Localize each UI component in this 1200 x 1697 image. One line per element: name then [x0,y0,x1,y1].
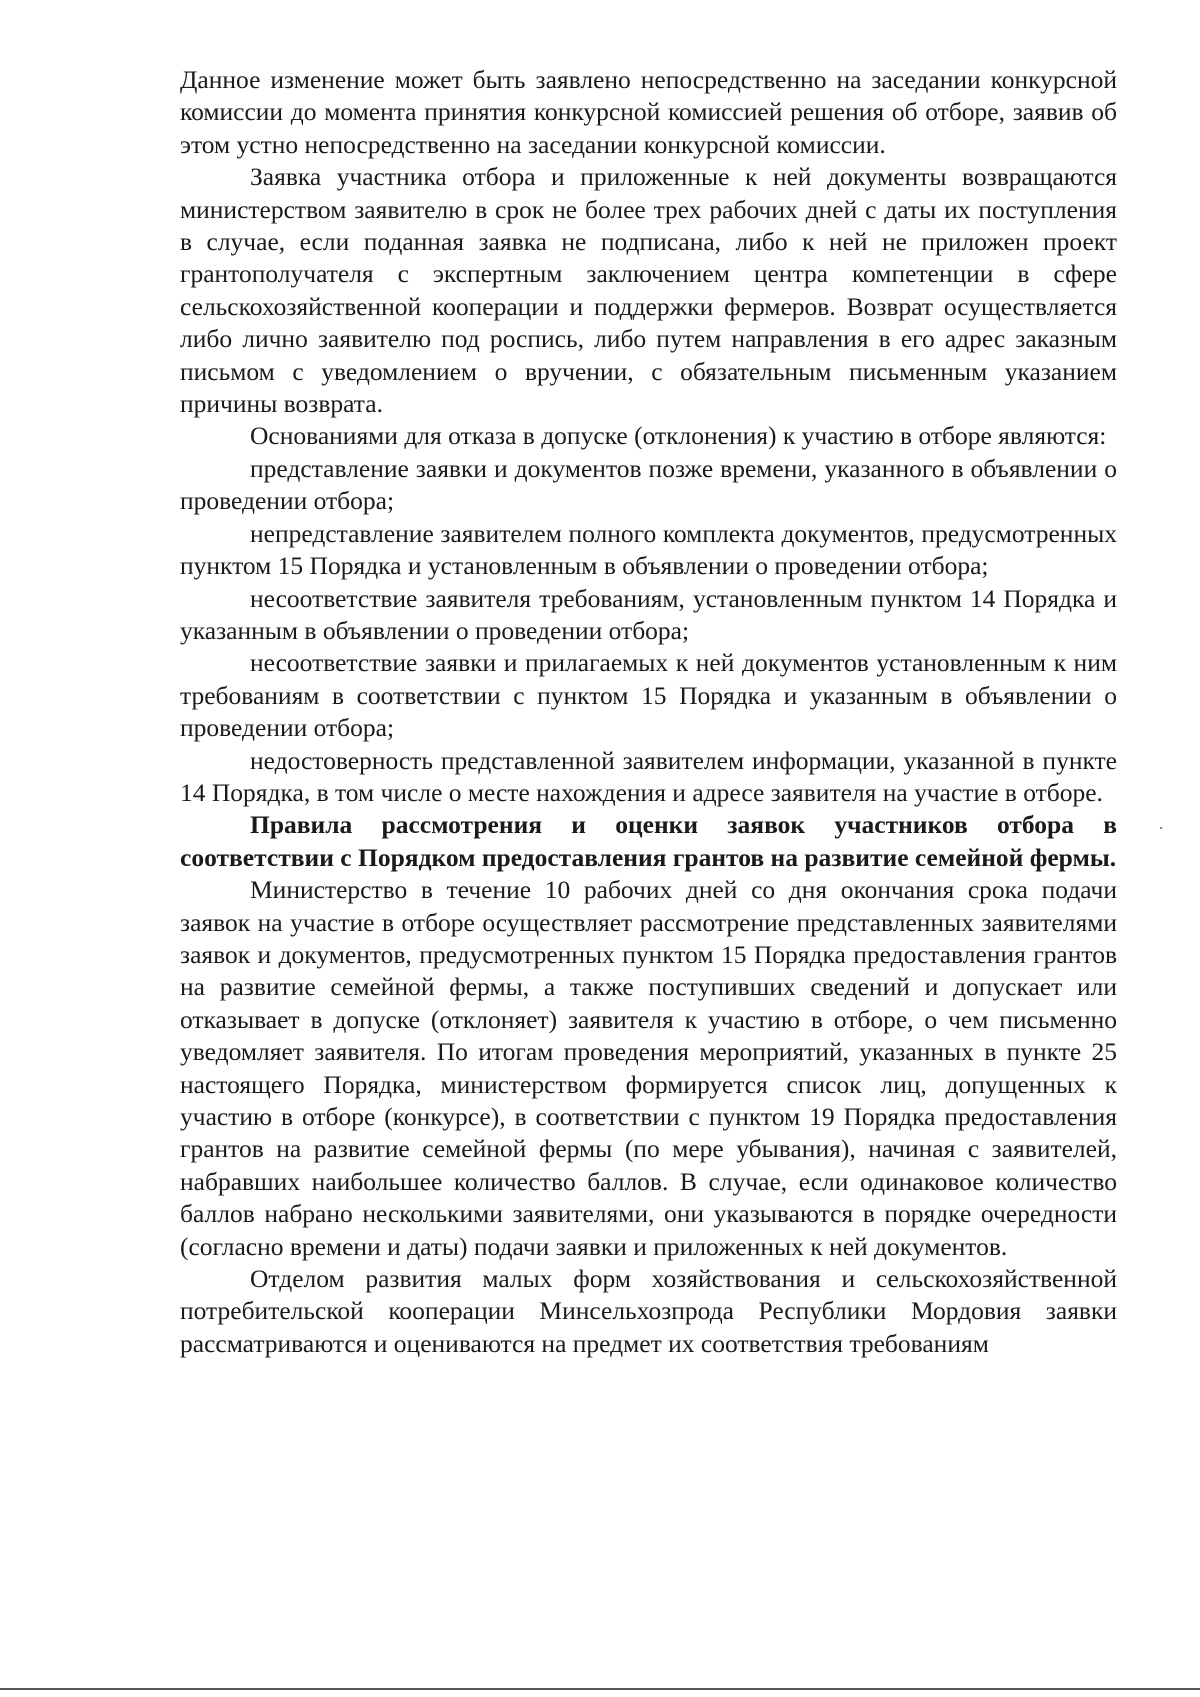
list-item-application-noncompliance: несоответствие заявки и прилагаемых к ней документов установленным к ним требованиям в соответствии с пунктом 15 Порядка и указанным в объявлении о проведении отбора; [180,648,1117,743]
paragraph-department-review: Отделом развития малых форм хозяйствования и сельскохозяйственной потребительской кооперации Минсельхозпрода Республики Мордовия заявки рассматриваются и оцениваются на предмет их соответствия требованиям [180,1264,1117,1358]
list-item-unreliable-information: недостоверность представленной заявителем информации, указанной в пункте 14 Порядка, в том числе о месте нахождения и адресе заявителя на участие в отборе. [180,745,1117,807]
scan-bottom-edge [0,1688,1200,1690]
paragraph-rejection-grounds: Основаниями для отказа в допуске (отклонения) к участию в отборе являются: [250,421,1107,451]
list-item-applicant-noncompliance: несоответствие заявителя требованиям, установленным пунктом 14 Порядка и указанным в объявлении о проведении отбора; [180,583,1117,645]
document-page [180,64,1117,1360]
section-heading-review-rules: Правила рассмотрения и оценки заявок участников отбора в соответствии с Порядком предоставления грантов на развитие семейной фермы. [180,810,1117,872]
list-item-late-submission: представление заявки и документов позже времени, указанного в объявлении о проведении отбора; [180,453,1117,516]
list-item-incomplete-documents: непредставление заявителем полного комплекта документов, предусмотренных пунктом 15 Порядка и установленным в объявлении о проведении отбора; [180,518,1117,581]
paragraph-ministry-review: Министерство в течение 10 рабочих дней со дня окончания срока подачи заявок на участие в отборе осуществляет рассмотрение представленных заявителями заявок и документов, предусмотренных пунктом 15 Порядка предоставления грантов на развитие семейной фермы, а также поступивших сведений и допускает или отказывает в допуске (отклоняет) заявителя к участию в отборе, о чем письменно уведомляет заявителя. По итогам проведения мероприятий, указанных в пункте 25 настоящего Порядка, министерством формируется список лиц, допущенных к участию в отборе (конкурсе), в соответствии с пунктом 19 Порядка предоставления грантов на развитие семейной фермы (по мере убывания), начиная с заявителей, набравших наибольшее количество баллов. В случае, если одинаковое количество баллов набрано несколькими заявителями, они указываются в порядке очередности (согласно времени и даты) подачи заявки и приложенных к ней документов. [180,875,1117,1261]
paragraph-application-return: Заявка участника отбора и приложенные к ней документы возвращаются министерством заявителю в срок не более трех рабочих дней с даты их поступления в случае, если поданная заявка не подписана, либо к ней не приложен проект грантополучателя с экспертным заключением центра компетенции в сфере сельскохозяйственной кооперации и поддержки фермеров. Возврат осуществляется либо лично заявителю под роспись, либо путем направления в его адрес заказным письмом с уведомлением о вручении, с обязательным письменным указанием причины возврата. [180,162,1117,419]
paragraph-amendment-statement: Данное изменение может быть заявлено непосредственно на заседании конкурсной комиссии до момента принятия конкурсной комиссией решения об отборе, заявив об этом устно непосредственно на заседании конкурсной комиссии. [180,65,1117,159]
scan-speck [1160,827,1162,829]
